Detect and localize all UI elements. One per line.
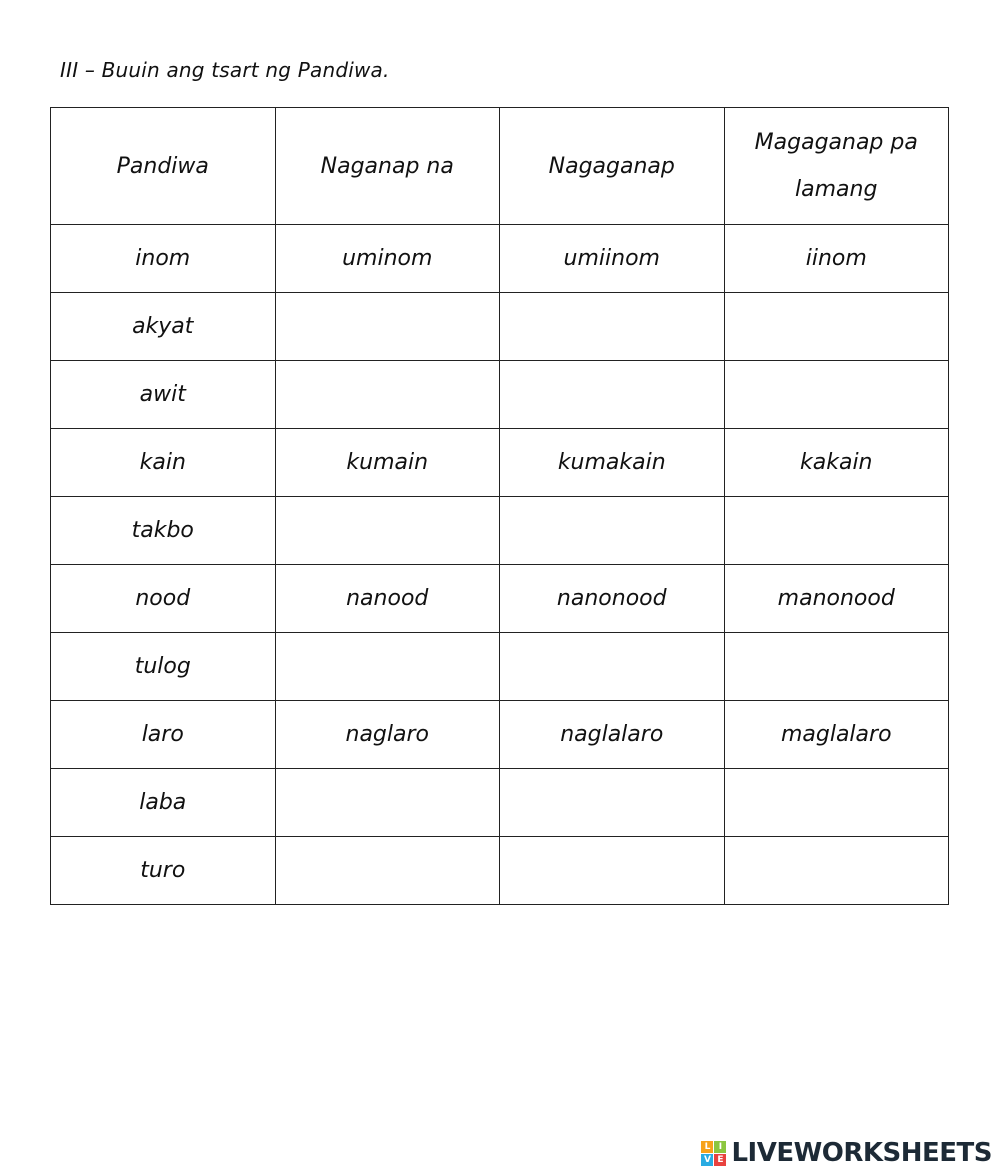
answer-blank-cell[interactable] xyxy=(724,361,949,429)
answer-blank-cell[interactable] xyxy=(500,633,725,701)
answer-blank-cell[interactable] xyxy=(500,361,725,429)
verb-root-cell: laba xyxy=(51,769,276,837)
verb-form-cell: kumakain xyxy=(500,429,725,497)
answer-blank-cell[interactable] xyxy=(500,293,725,361)
verb-form-cell: nanood xyxy=(275,565,500,633)
table-body xyxy=(51,225,949,905)
verb-root-cell: awit xyxy=(51,361,276,429)
answer-blank-cell[interactable] xyxy=(500,497,725,565)
table-row xyxy=(51,565,949,633)
liveworksheets-brand xyxy=(701,1138,992,1168)
header-naganap-na: Naganap na xyxy=(275,108,500,225)
verb-form-cell: umiinom xyxy=(500,225,725,293)
verb-form-cell: kakain xyxy=(724,429,949,497)
liveworksheets-logo-icon xyxy=(701,1141,726,1166)
verb-root-cell: tulog xyxy=(51,633,276,701)
answer-blank-cell[interactable] xyxy=(500,769,725,837)
verb-form-cell: kumain xyxy=(275,429,500,497)
answer-blank-cell[interactable] xyxy=(500,837,725,905)
answer-blank-cell[interactable] xyxy=(275,837,500,905)
verb-root-cell: laro xyxy=(51,701,276,769)
table-row xyxy=(51,225,949,293)
logo-square: E xyxy=(714,1154,726,1166)
verb-root-cell: akyat xyxy=(51,293,276,361)
table-row xyxy=(51,429,949,497)
table-row xyxy=(51,293,949,361)
answer-blank-cell[interactable] xyxy=(724,293,949,361)
answer-blank-cell[interactable] xyxy=(724,837,949,905)
table-header-row xyxy=(51,108,949,225)
answer-blank-cell[interactable] xyxy=(724,497,949,565)
verb-form-cell: naglaro xyxy=(275,701,500,769)
verb-root-cell: inom xyxy=(51,225,276,293)
table-row xyxy=(51,701,949,769)
answer-blank-cell[interactable] xyxy=(275,633,500,701)
answer-blank-cell[interactable] xyxy=(724,769,949,837)
answer-blank-cell[interactable] xyxy=(275,361,500,429)
header-magaganap-pa-lamang: Magaganap pa lamang xyxy=(724,108,949,225)
verb-chart-table xyxy=(50,107,949,905)
table-row xyxy=(51,497,949,565)
verb-form-cell: naglalaro xyxy=(500,701,725,769)
table-row xyxy=(51,633,949,701)
table-row xyxy=(51,361,949,429)
table-row xyxy=(51,769,949,837)
instruction-heading: III – Buuin ang tsart ng Pandiwa. xyxy=(60,58,390,82)
verb-root-cell: kain xyxy=(51,429,276,497)
verb-root-cell: nood xyxy=(51,565,276,633)
table-row xyxy=(51,837,949,905)
brand-name: LIVEWORKSHEETS xyxy=(731,1138,992,1168)
answer-blank-cell[interactable] xyxy=(275,769,500,837)
header-pandiwa: Pandiwa xyxy=(51,108,276,225)
verb-form-cell: maglalaro xyxy=(724,701,949,769)
answer-blank-cell[interactable] xyxy=(275,497,500,565)
verb-form-cell: uminom xyxy=(275,225,500,293)
verb-form-cell: nanonood xyxy=(500,565,725,633)
verb-root-cell: takbo xyxy=(51,497,276,565)
logo-square: L xyxy=(701,1141,713,1153)
verb-form-cell: iinom xyxy=(724,225,949,293)
logo-square: V xyxy=(701,1154,713,1166)
logo-square: I xyxy=(714,1141,726,1153)
verb-root-cell: turo xyxy=(51,837,276,905)
answer-blank-cell[interactable] xyxy=(275,293,500,361)
header-nagaganap: Nagaganap xyxy=(500,108,725,225)
verb-form-cell: manonood xyxy=(724,565,949,633)
answer-blank-cell[interactable] xyxy=(724,633,949,701)
